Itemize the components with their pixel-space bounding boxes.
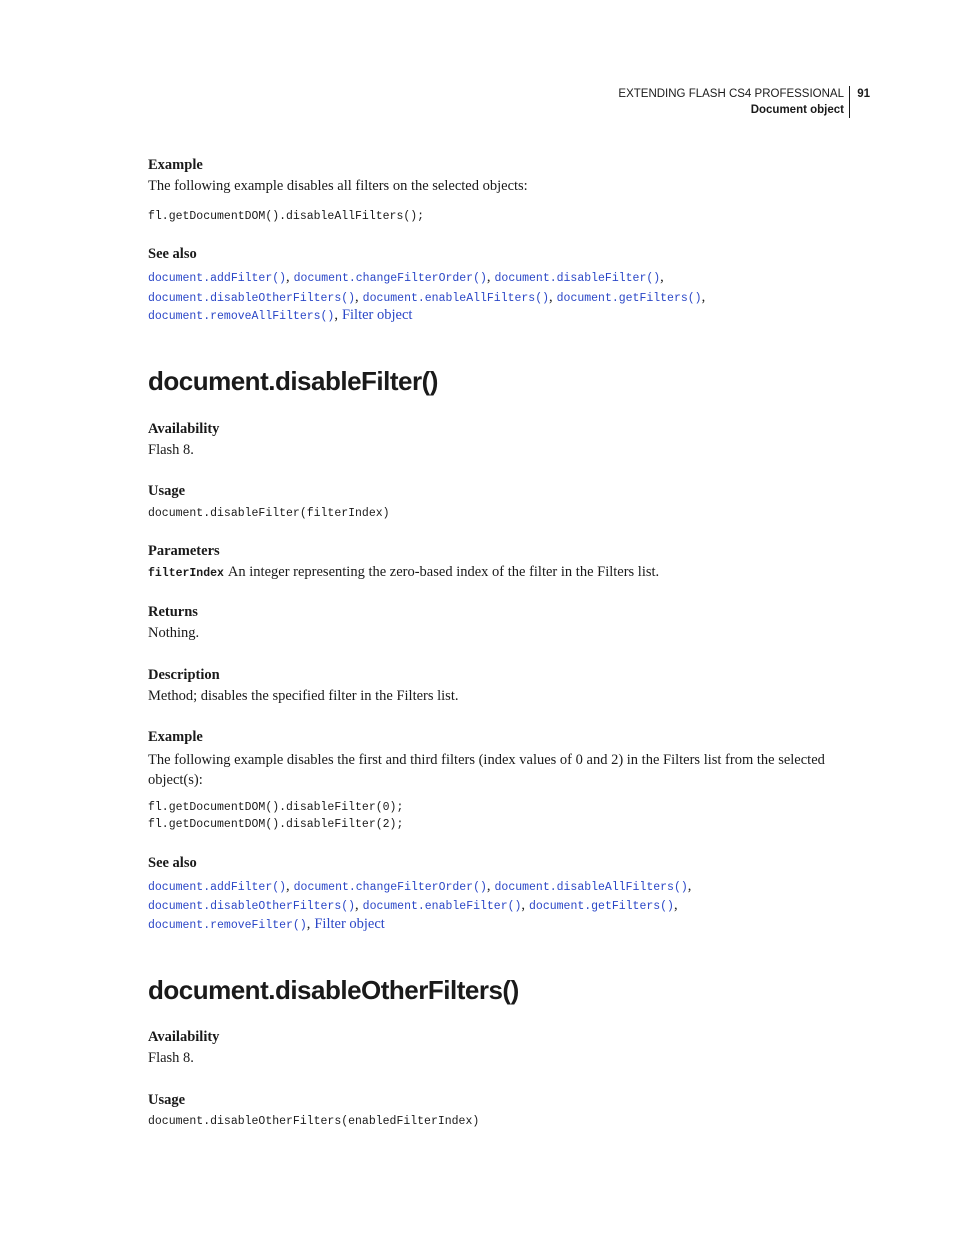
see-also-line-1 [148, 268, 664, 286]
header-rule [849, 86, 850, 118]
usage-code: document.disableOtherFilters(enabledFilterIndex) [148, 1115, 480, 1128]
link-change-filter-order[interactable]: document.changeFilterOrder() [293, 881, 487, 894]
separator: , [355, 289, 359, 305]
param-name: filterIndex [148, 567, 224, 580]
link-filter-object[interactable]: Filter object [314, 916, 385, 932]
usage-heading: Usage [148, 1092, 186, 1108]
link-remove-all-filters[interactable]: document.removeAllFilters() [148, 310, 335, 323]
availability-heading: Availability [148, 1029, 220, 1045]
returns-text: Nothing. [148, 625, 200, 641]
link-get-filters[interactable]: document.getFilters() [529, 900, 674, 913]
link-disable-filter[interactable]: document.disableFilter() [494, 272, 661, 285]
see-also-line-3 [148, 915, 385, 933]
link-get-filters[interactable]: document.getFilters() [556, 292, 702, 305]
link-enable-filter[interactable]: document.enableFilter() [362, 900, 522, 913]
link-add-filter[interactable]: document.addFilter() [148, 272, 287, 285]
link-add-filter[interactable]: document.addFilter() [148, 881, 287, 894]
running-header [618, 86, 870, 118]
availability-text: Flash 8. [148, 442, 194, 458]
description-heading: Description [148, 667, 220, 683]
returns-heading: Returns [148, 604, 198, 620]
separator: , [549, 289, 553, 305]
separator: , [306, 916, 311, 932]
example-code-line-2: fl.getDocumentDOM().disableFilter(2); [148, 818, 404, 831]
link-remove-filter[interactable]: document.removeFilter() [148, 919, 307, 932]
example-heading: Example [148, 157, 203, 173]
link-enable-all-filters[interactable]: document.enableAllFilters() [362, 292, 550, 305]
usage-heading: Usage [148, 483, 186, 499]
see-also-heading: See also [148, 855, 197, 871]
page-number: 91 [857, 88, 870, 100]
description-text: Method; disables the specified filter in the Filters list. [148, 688, 459, 704]
separator: , [660, 269, 664, 285]
see-also-line-2 [148, 288, 705, 306]
separator: , [486, 878, 491, 894]
see-also-line-1 [148, 877, 691, 895]
see-also-heading: See also [148, 246, 197, 262]
separator: , [673, 897, 678, 913]
separator: , [334, 307, 338, 323]
separator: , [286, 878, 290, 894]
see-also-line-3 [148, 306, 412, 324]
parameter-row [148, 563, 659, 581]
link-disable-other-filters[interactable]: document.disableOtherFilters() [148, 900, 356, 913]
link-change-filter-order[interactable]: document.changeFilterOrder() [293, 272, 487, 285]
separator: , [286, 269, 290, 285]
separator: , [355, 897, 359, 913]
section-title-disable-other-filters: document.disableOtherFilters() [148, 975, 519, 1005]
section-title-disable-filter: document.disableFilter() [148, 366, 438, 396]
example-text: The following example disables all filters on the selected objects: [148, 178, 528, 194]
link-disable-all-filters[interactable]: document.disableAllFilters() [494, 881, 688, 894]
parameters-heading: Parameters [148, 543, 220, 559]
example-code: fl.getDocumentDOM().disableAllFilters(); [148, 210, 425, 223]
availability-heading: Availability [148, 421, 220, 437]
separator: , [486, 269, 491, 285]
example-text: The following example disables the first and third filters (index values of 0 and 2) in the Filters list from the selected object(s): [148, 752, 825, 788]
link-disable-other-filters[interactable]: document.disableOtherFilters() [148, 292, 356, 305]
availability-text: Flash 8. [148, 1050, 194, 1066]
separator: , [521, 897, 526, 913]
param-description: An integer representing the zero-based index of the filter in the Filters list. [227, 564, 660, 580]
separator: , [687, 878, 692, 894]
separator: , [701, 289, 706, 305]
see-also-line-2 [148, 896, 678, 914]
header-section: Document object [750, 104, 844, 116]
link-filter-object[interactable]: Filter object [341, 307, 413, 323]
usage-code: document.disableFilter(filterIndex) [148, 507, 390, 520]
example-code-line-1: fl.getDocumentDOM().disableFilter(0); [148, 801, 404, 814]
header-title: EXTENDING FLASH CS4 PROFESSIONAL [618, 88, 844, 100]
example-heading: Example [148, 729, 203, 745]
